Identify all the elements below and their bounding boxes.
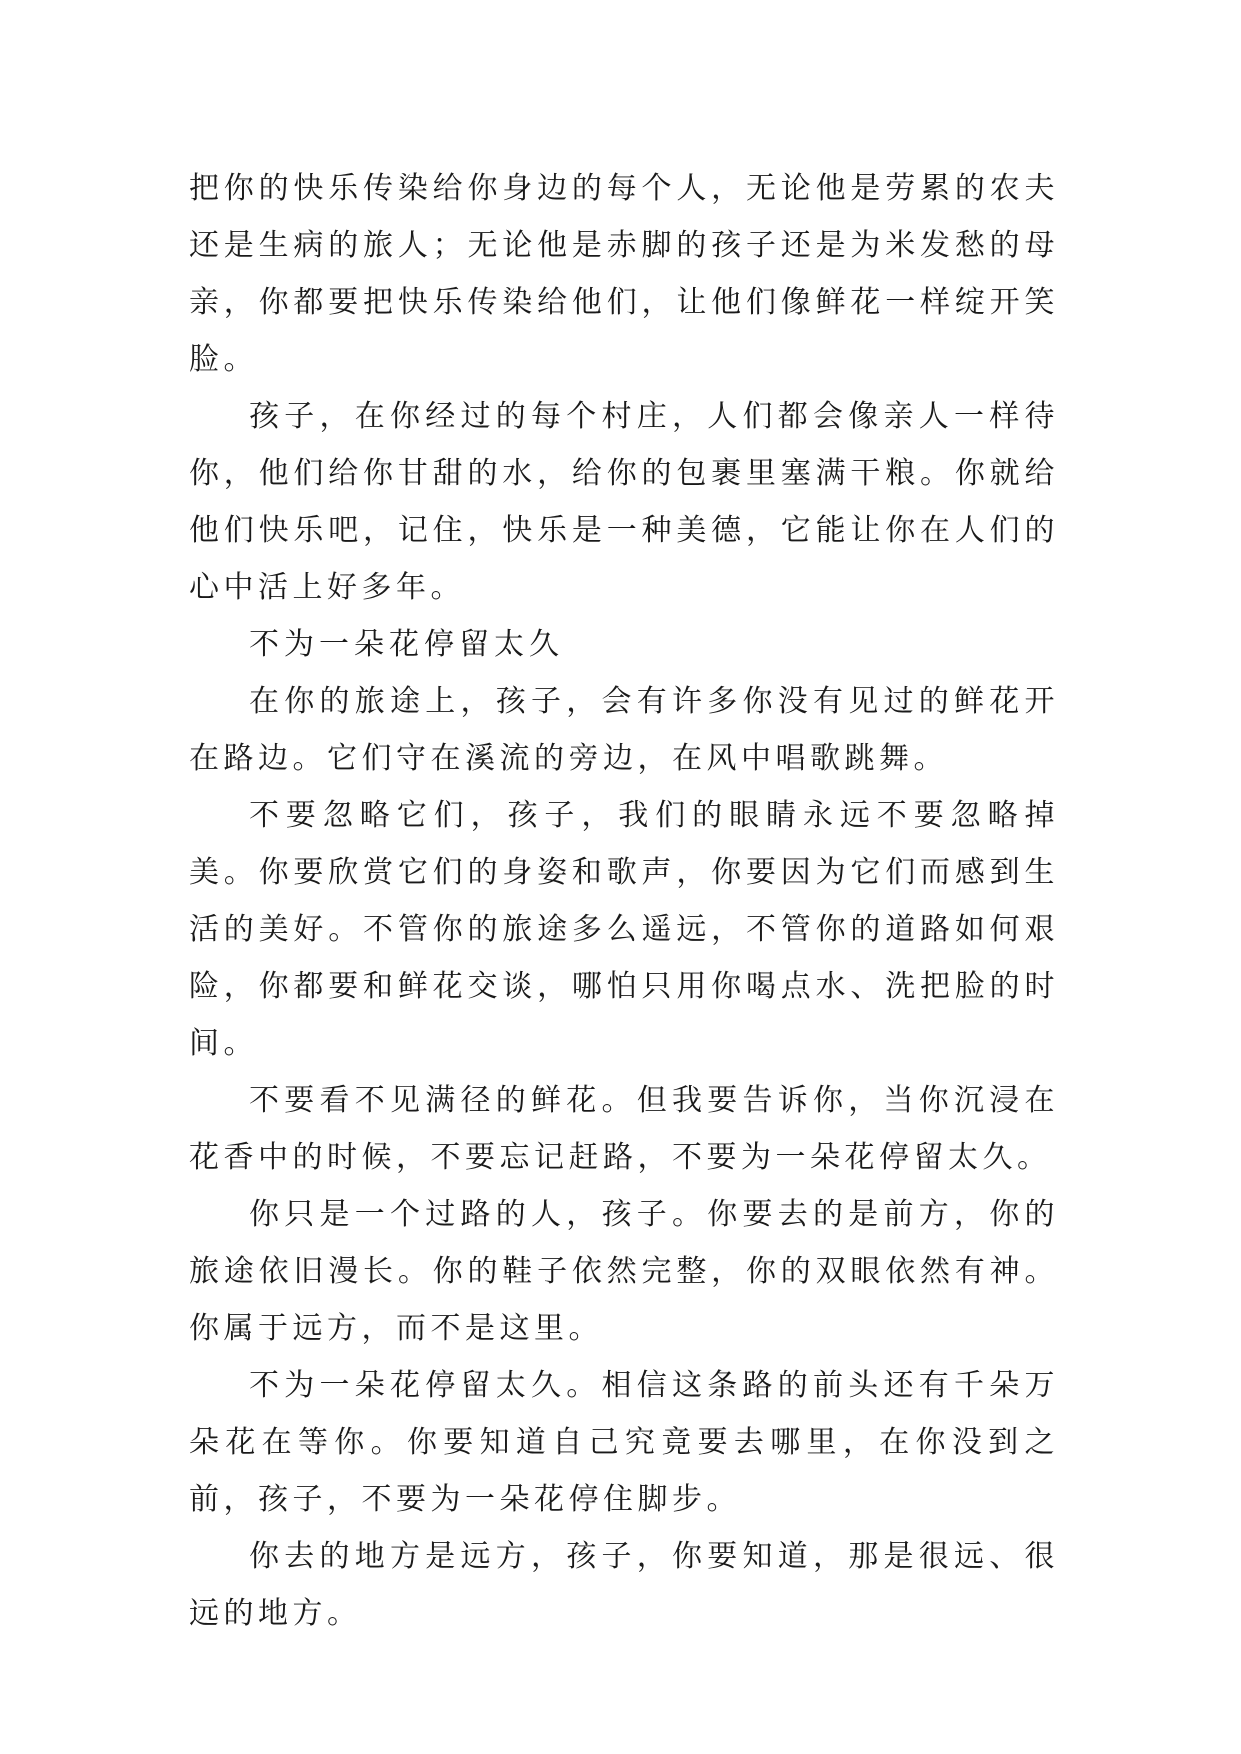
paragraph-8: 你去的地方是远方，孩子，你要知道，那是很远、很远的地方。	[189, 1539, 1059, 1631]
paragraph-1: 把你的快乐传染给你身边的每个人，无论他是劳累的农夫还是生病的旅人；无论他是赤脚的孩子还是为米发愁的母亲，你都要把快乐传染给他们，让他们像鲜花一样绽开笑脸。	[189, 171, 1059, 377]
paragraph-6: 你只是一个过路的人，孩子。你要去的是前方，你的旅途依旧漫长。你的鞋子依然完整，你的双眼依然有神。你属于远方，而不是这里。	[189, 1197, 1059, 1346]
document-body	[189, 160, 1059, 1642]
paragraph-4: 不要忽略它们，孩子，我们的眼睛永远不要忽略掉美。你要欣赏它们的身姿和歌声，你要因为它们而感到生活的美好。不管你的旅途多么遥远，不管你的道路如何艰险，你都要和鲜花交谈，哪怕只用你喝点水、洗把脸的时间。	[189, 798, 1059, 1061]
paragraph-2: 孩子，在你经过的每个村庄，人们都会像亲人一样待你，他们给你甘甜的水，给你的包裹里塞满干粮。你就给他们快乐吧，记住，快乐是一种美德，它能让你在人们的心中活上好多年。	[189, 399, 1059, 605]
paragraph-5: 不要看不见满径的鲜花。但我要告诉你，当你沉浸在花香中的时候，不要忘记赶路，不要为一朵花停留太久。	[189, 1083, 1059, 1175]
paragraph-3: 在你的旅途上，孩子，会有许多你没有见过的鲜花开在路边。它们守在溪流的旁边，在风中唱歌跳舞。	[189, 684, 1059, 776]
section-heading: 不为一朵花停留太久	[249, 627, 564, 662]
paragraph-7: 不为一朵花停留太久。相信这条路的前头还有千朵万朵花在等你。你要知道自己究竟要去哪里，在你没到之前，孩子，不要为一朵花停住脚步。	[189, 1368, 1059, 1517]
